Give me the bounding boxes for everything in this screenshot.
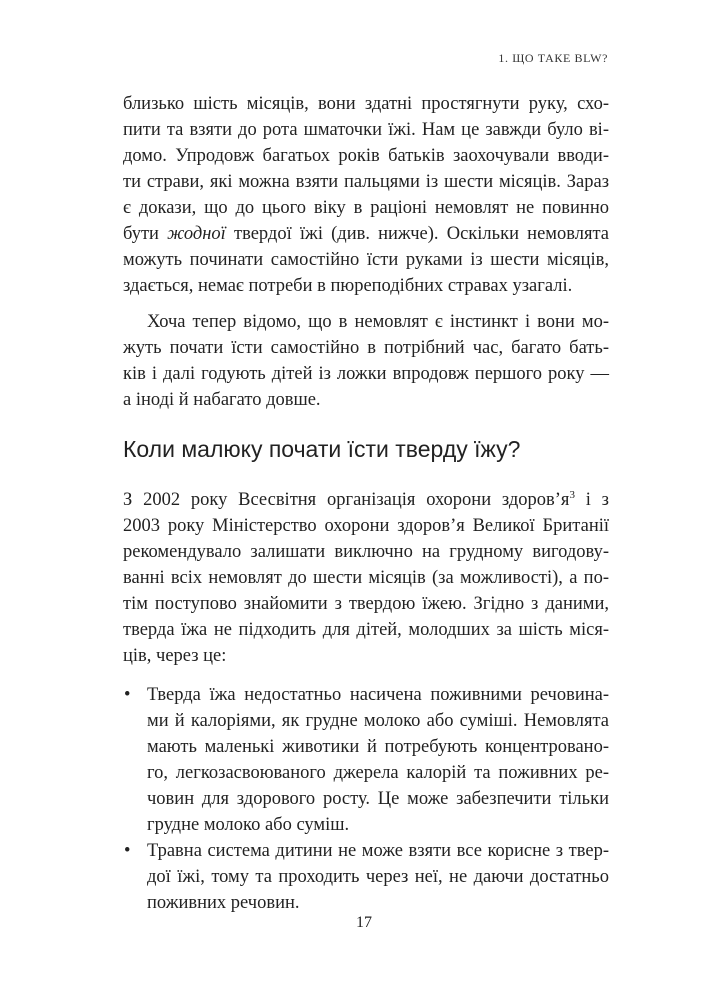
text-line: можуть починати самостійно їсти руками із шести місяців, (123, 250, 609, 270)
text-line: Хоча тепер відомо, що в немовлят є інстинкт і вони мо- (147, 312, 609, 332)
text-line: Тверда їжа недостатньо насичена поживними речовина- (147, 685, 609, 705)
text-line-with-footnote (123, 488, 609, 512)
text-line: ванні всіх немовлят до шести місяців (за можливості), а по- (123, 568, 609, 588)
text-line: є докази, що до цього віку в раціоні немовлят не повинно (123, 198, 609, 218)
section-heading: Коли малюку почати їсти тверду їжу? (123, 436, 521, 462)
footnote-marker: 3 (569, 489, 575, 501)
text-line: мають маленькі животики й потребують концентровано- (147, 737, 609, 757)
text-line: грудне молоко або суміш. (147, 815, 350, 835)
text-line: близько шість місяців, вони здатні простягнути руку, схо- (123, 94, 609, 114)
text-line: поживних речовин. (147, 893, 300, 913)
bullet-marker: • (124, 841, 131, 861)
text-line: рекомендувало залишати виключно на грудному вигодову- (123, 542, 609, 562)
text-line: Травна система дитини не може взяти все корисне з твер- (147, 841, 609, 861)
text-line: го, легкозасвоюваного джерела калорій та поживних ре- (147, 763, 609, 783)
text-line: ків і далі годують дітей із ложки впродовж першого року — (123, 364, 609, 384)
text-line: ців, через це: (123, 646, 227, 666)
text-line: ти страви, які можна взяти пальцями із шести місяців. Зараз (123, 172, 609, 192)
text-line: пити та взяти до рота шматочки їжі. Нам це завжди було ві- (123, 120, 609, 140)
emphasis-word: жодної (167, 224, 226, 244)
text-line: а іноді й набагато довше. (123, 390, 321, 410)
bullet-marker: • (124, 685, 131, 705)
text-line: ми й калоріями, як грудне молоко або суміші. Немовлята (147, 711, 609, 731)
text-line: 2003 року Міністерство охорони здоров’я Великої Британії (123, 516, 609, 536)
text-line: тверда їжа не підходить для дітей, молодших за шість міся- (123, 620, 609, 640)
text-line: тім поступово знайомити з твердою їжею. Згідно з даними, (123, 594, 609, 614)
text-line: домо. Упродовж багатьох років батьків заохочували вводи- (123, 146, 609, 166)
text-run: і з (574, 490, 609, 510)
text-line-with-emphasis (123, 222, 609, 246)
text-run: бути (123, 224, 168, 244)
page-number: 17 (356, 914, 372, 931)
text-line: жуть почати їсти самостійно в потрібний час, багато бать- (123, 338, 609, 358)
text-line: дої їжі, тому та проходить через неї, не даючи достатньо (147, 867, 609, 887)
text-run: твердої їжі (див. нижче). Оскільки немовлята (225, 224, 609, 244)
text-run: З 2002 року Всесвітня організація охорони здоров’я (123, 490, 570, 510)
text-line: здається, немає потреби в пюреподібних стравах узагалі. (123, 276, 573, 296)
text-line: човин для здорового росту. Це може забезпечити тільки (147, 789, 609, 809)
running-head: 1. ЩО ТАКЕ BLW? (498, 51, 608, 65)
